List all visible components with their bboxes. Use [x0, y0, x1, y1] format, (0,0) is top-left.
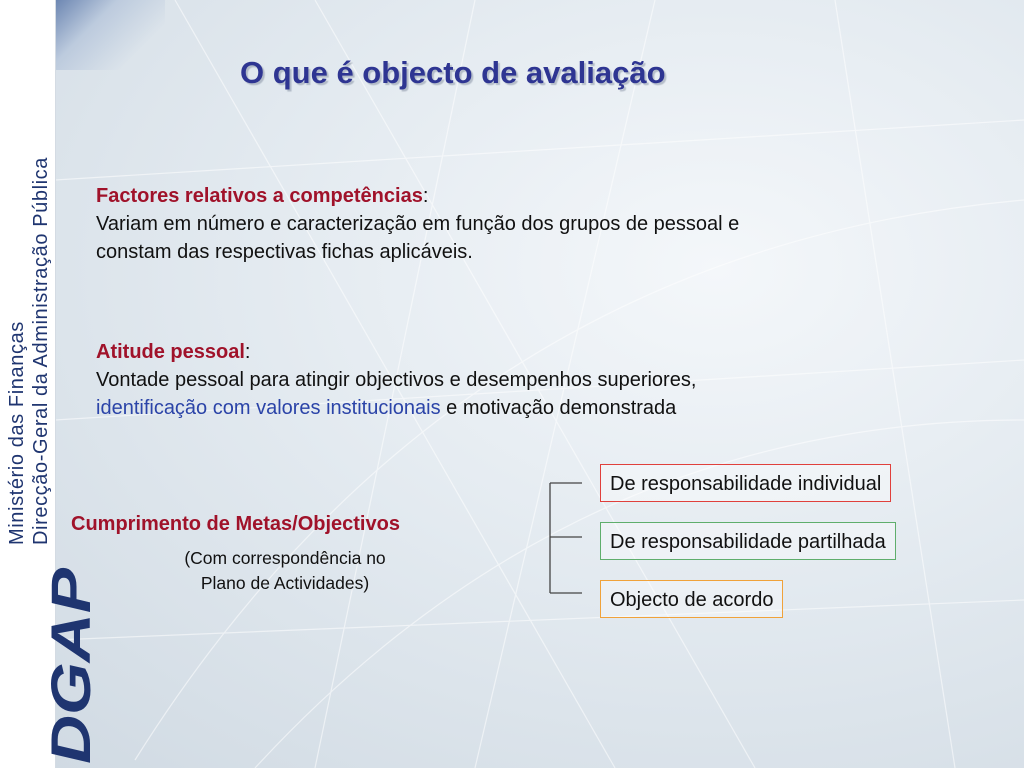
- competencias-heading: Factores relativos a competências: [96, 185, 423, 207]
- atitude-line-1: Vontade pessoal para atingir objectivos e desempenhos superiores,: [96, 369, 697, 391]
- atitude-heading: Atitude pessoal: [96, 341, 245, 363]
- competencias-line-1: Variam em número e caracterização em função dos grupos de pessoal e: [96, 213, 740, 235]
- competencias-line-2: constam das respectivas fichas aplicáveis.: [96, 241, 473, 263]
- metas-heading: Cumprimento de Metas/Objectivos: [71, 513, 400, 535]
- dgap-logo: [4, 568, 102, 764]
- metas-note-line-2: Plano de Actividades): [200, 573, 370, 593]
- options-bracket: [540, 475, 590, 600]
- directorate-label: Direcção-Geral da Administração Pública: [30, 156, 52, 545]
- atitude-line-2-rest: e motivação demonstrada: [440, 397, 677, 419]
- competencias-section: [96, 182, 739, 266]
- sidebar: [0, 0, 102, 768]
- option-individual: De responsabilidade individual: [600, 464, 891, 502]
- competencias-colon: :: [422, 185, 429, 207]
- corner-gradient: [55, 0, 165, 70]
- svg-text:DGAP: DGAP: [39, 602, 102, 764]
- atitude-colon: :: [244, 341, 251, 363]
- atitude-section: [96, 338, 696, 422]
- option-partilhada: De responsabilidade partilhada: [600, 522, 896, 560]
- metas-note-line-1: (Com correspondência no: [184, 548, 386, 568]
- option-acordo: Objecto de acordo: [600, 580, 783, 618]
- metas-note: [135, 546, 435, 596]
- page-title: O que é objecto de avaliação: [240, 55, 666, 90]
- ministry-label: Ministério das Finanças: [6, 321, 28, 545]
- atitude-accent-text: identificação com valores institucionais: [96, 397, 441, 419]
